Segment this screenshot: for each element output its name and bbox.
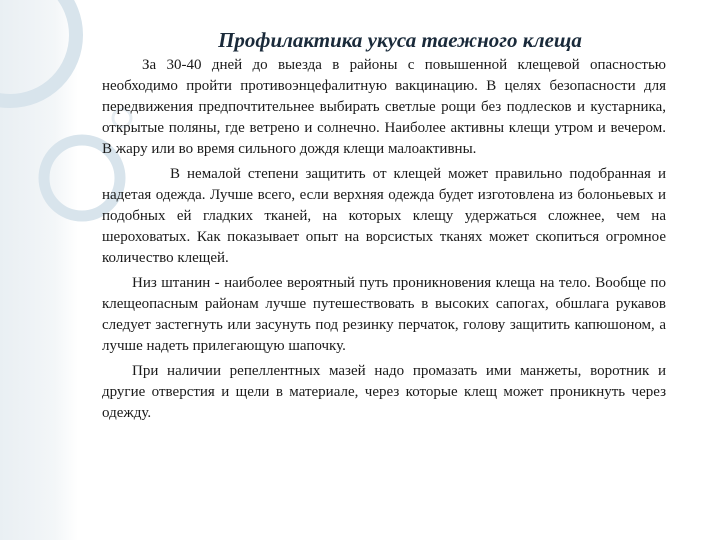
paragraph-repellents: При наличии репеллентных мазей надо промазать ими манжеты, воротник и другие отверстия и щели в материале, через которые клещ может проникнуть через одежду. (102, 363, 666, 421)
paragraph-trousers-and-boots: Низ штанин - наиболее вероятный путь проникновения клеща на тело. Вообще по клещеопасным районам лучше путешествовать в высоких сапогах, обшлага рукавов следует застегнуть или засунуть под резинку перчаток, голову защитить капюшоном, а лучше надеть прилегающую шапочку. (102, 275, 666, 354)
paragraph-clothing: В немалой степени защитить от клещей может правильно подобранная и надетая одежда. Лучше всего, если верхняя одежда будет изготовлена из болоньевых и подобных ей гладких тканей, на которых клещу удержаться сложнее, чем на шероховатых. Как показывает опыт на ворсистых тканях может скопиться огромное количество клещей. (102, 166, 666, 266)
large-ring (0, 0, 76, 101)
slide-body (102, 55, 666, 428)
paragraph-vaccination: За 30-40 дней до выезда в районы с повышенной клещевой опасностью необходимо пройти противоэнцефалитную вакцинацию. В целях безопасности для передвижения предпочтительнее выбирать светлые рощи без подлесков и кустарника, открытые поляны, где ветрено и солнечно. Наиболее активны клещи утром и вечером. В жару или во время сильного дождя клещи малоактивны. (102, 57, 666, 157)
slide-title: Профилактика укуса таежного клеща (218, 28, 582, 52)
